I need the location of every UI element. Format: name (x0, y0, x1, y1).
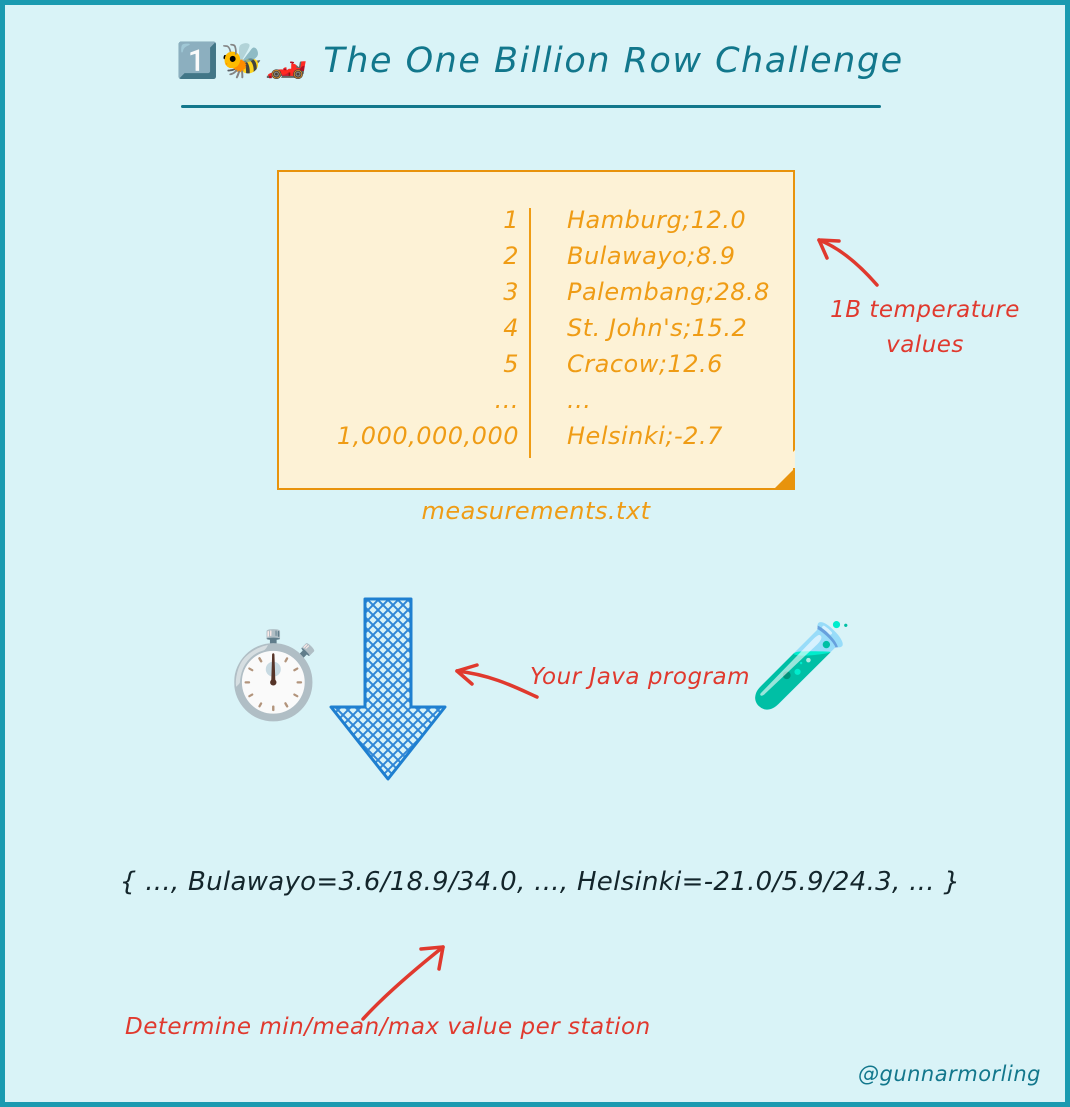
page-title (5, 41, 1070, 81)
row-number: 3 (503, 278, 519, 306)
list-item (279, 314, 793, 350)
arrow-to-program-icon (445, 653, 545, 713)
row-value: Bulawayo;8.9 (567, 242, 736, 270)
row-value: Cracow;12.6 (567, 350, 723, 378)
file-name-label: measurements.txt (421, 497, 651, 525)
list-item (279, 278, 793, 314)
annotation-determine-values: Determine min/mean/max value per station (125, 1014, 651, 1040)
row-number: ... (494, 386, 519, 414)
list-item (279, 386, 793, 422)
title-emoji-icon: 1️⃣🐝🏎️ (176, 41, 310, 81)
row-value: Palembang;28.8 (567, 278, 770, 306)
row-number: 5 (503, 350, 519, 378)
page-fold-corner-icon (773, 468, 795, 490)
row-number: 2 (503, 242, 519, 270)
title-underline-divider (181, 105, 881, 108)
row-number: 1,000,000,000 (336, 422, 519, 450)
row-value: ... (567, 386, 592, 414)
author-handle: @gunnarmorling (857, 1062, 1041, 1086)
result-output-line: { ..., Bulawayo=3.6/18.9/34.0, ..., Helsinki=-21.0/5.9/24.3, ... } (119, 867, 961, 897)
list-item (279, 350, 793, 386)
row-value: Hamburg;12.0 (567, 206, 747, 234)
process-down-arrow-icon (323, 595, 453, 785)
list-item (279, 206, 793, 242)
row-number: 4 (503, 314, 519, 342)
file-rows-list (279, 206, 793, 458)
arrow-to-file-card-icon (805, 227, 885, 297)
row-number: 1 (503, 206, 519, 234)
test-tube-icon: 🧪 (749, 616, 854, 714)
list-item (279, 422, 793, 458)
measurements-file-card (277, 170, 795, 490)
list-item (279, 242, 793, 278)
row-value: Helsinki;-2.7 (567, 422, 723, 450)
annotation-temperature-values: 1B temperature values (830, 297, 1020, 358)
annotation-java-program: Your Java program (529, 664, 750, 690)
stopwatch-icon: ⏱️ (221, 626, 326, 724)
row-value: St. John's;15.2 (567, 314, 748, 342)
title-text: The One Billion Row Challenge (323, 41, 904, 81)
